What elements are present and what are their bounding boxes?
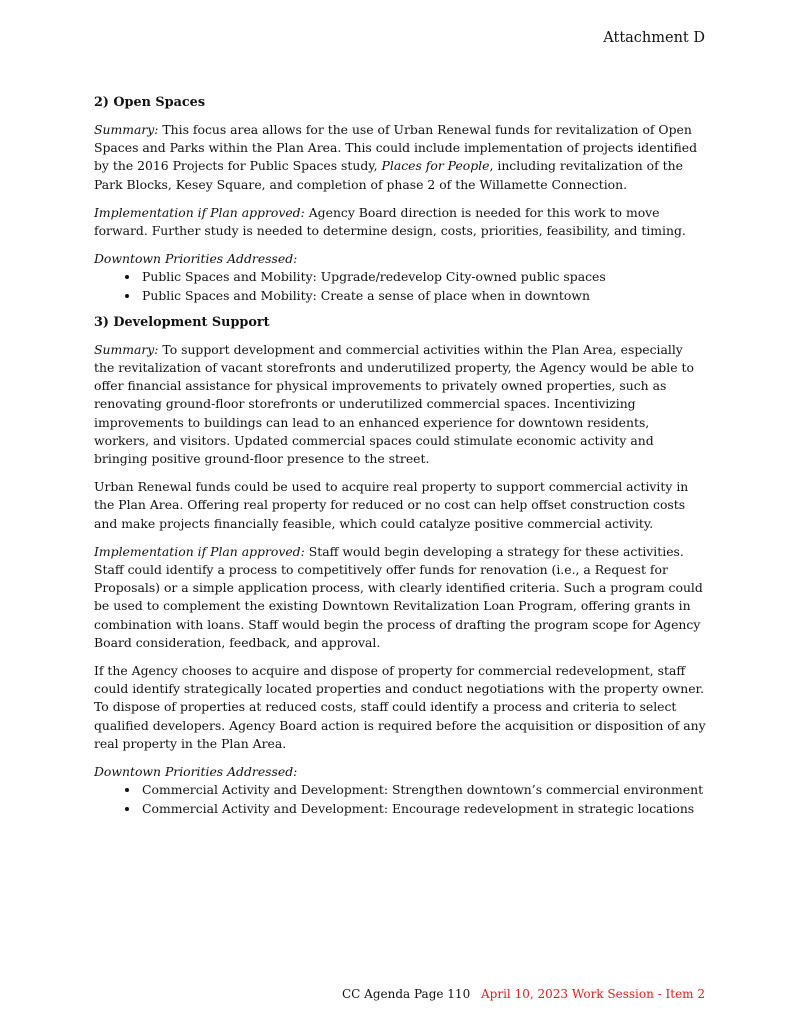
priorities-label: Downtown Priorities Addressed: [94, 764, 298, 780]
priority-item: • Commercial Activity and Development: Strengthen downtown’s commercial environment [140, 781, 706, 799]
section-development-support [94, 314, 706, 818]
implementation-text: Staff would begin developing a strategy for these activities. Staff could identify a process to competitively offer funds for renovation (i.e., a Request for Proposals) or a simple application process, with clearly identified criteria. Such a program could be used to complement the existing Downtown Revitalization Loan Program, offering grants in combination with loans. Staff would begin the process of drafting the program scope for Agency Board consideration, feedback, and approval. [94, 543, 703, 650]
priority-item: • Commercial Activity and Development: Encourage redevelopment in strategic locations [140, 800, 706, 818]
study-title: Places for People [381, 158, 490, 174]
priorities-list [94, 781, 706, 817]
summary-paragraph [94, 121, 706, 194]
implementation-label: Implementation if Plan approved: [94, 204, 305, 220]
summary-text: To support development and commercial activities within the Plan Area, especially the revitalization of vacant storefronts and underutilized property, the Agency would be able to offer financial assistance for physical improvements to privately owned properties, such as renovating ground-floor storefronts or underutilized commercial spaces. Incentivizing improvements to buildings can lead to an enhanced experience for downtown residents, workers, and visitors. Updated commercial spaces could stimulate economic activity and bringing positive ground-floor presence to the street. [94, 341, 694, 467]
section-title: 2) Open Spaces [94, 95, 206, 110]
implementation-paragraph [94, 204, 706, 240]
footer-page-number: CC Agenda Page 110 [342, 987, 471, 1001]
summary-label: Summary: [94, 341, 159, 357]
implementation-paragraph [94, 543, 706, 652]
attachment-label: Attachment D [603, 30, 705, 46]
priorities-list [94, 268, 706, 304]
acquire-paragraph: Urban Renewal funds could be used to acquire real property to support commercial activity in the Plan Area. Offering real property for reduced or no cost can help offset construction costs and make projects financially feasible, which could catalyze positive commercial activity. [94, 479, 689, 531]
summary-label: Summary: [94, 122, 159, 137]
section-title: 3) Development Support [94, 314, 270, 330]
footer-session-label: April 10, 2023 Work Session - Item 2 [481, 987, 705, 1001]
priorities-label: Downtown Priorities Addressed: [94, 251, 298, 267]
dispose-paragraph: If the Agency chooses to acquire and dispose of property for commercial redevelopment, staff could identify strategically located properties and conduct negotiations with the property owner. To dispose of properties at reduced costs, staff could identify a process and criteria to select qualified developers. Agency Board action is required before the acquisition or disposition of any real property in the Plan Area. [94, 663, 706, 751]
section-open-spaces [94, 94, 706, 305]
implementation-label: Implementation if Plan approved: [94, 543, 305, 559]
summary-text-a: This focus area allows for the use of Urban Renewal funds for revitalization of Open Spaces and Parks within the Plan Area. This could include implementation of projects identified by the 2016 Projects for Public Spaces study, [94, 122, 698, 174]
summary-text-b: , including revitalization of the Park Blocks, Kesey Square, and completion of phase 2 of the Willamette Connection. [94, 158, 683, 192]
priority-item: • Public Spaces and Mobility: Upgrade/redevelop City-owned public spaces [140, 268, 706, 286]
summary-paragraph [94, 341, 706, 468]
document-body [94, 94, 706, 827]
implementation-text: Agency Board direction is needed for this work to move forward. Further study is needed to determine design, costs, priorities, feasibility, and timing. [94, 204, 686, 239]
priority-item: • Public Spaces and Mobility: Create a sense of place when in downtown [140, 287, 706, 305]
